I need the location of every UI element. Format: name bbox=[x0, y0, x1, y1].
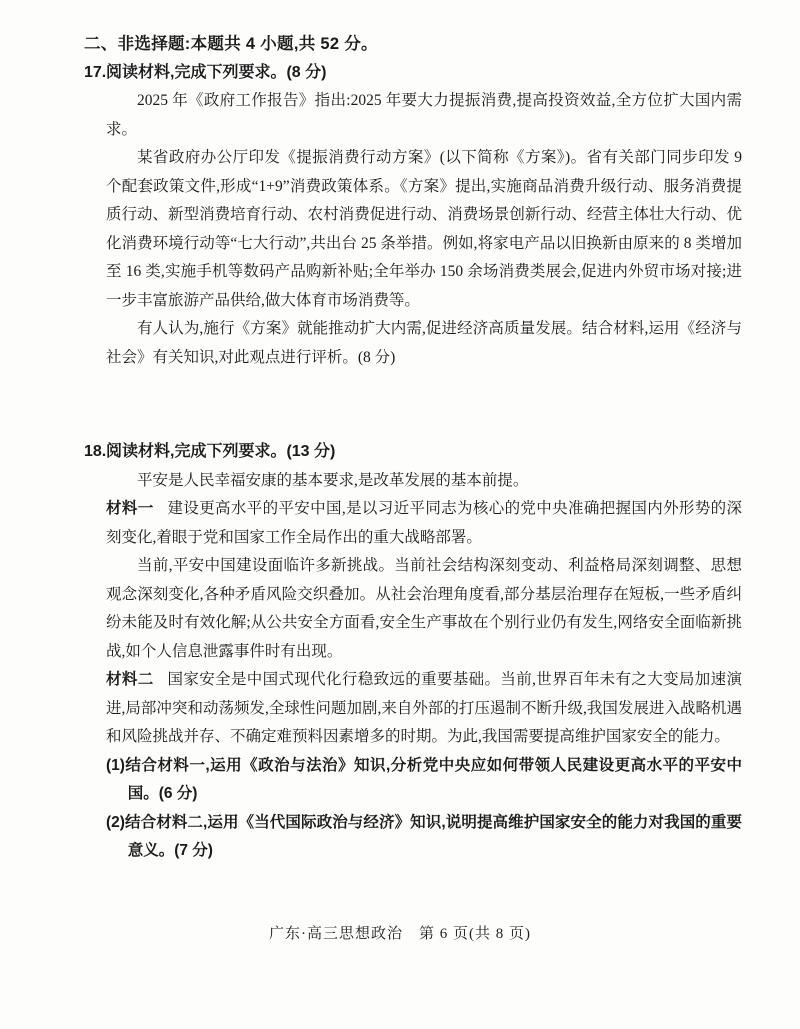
q17-paragraph-1: 2025 年《政府工作报告》指出:2025 年要大力提振消费,提高投资效益,全方位扩大国内需求。 bbox=[106, 92, 742, 138]
question-18 bbox=[84, 438, 742, 866]
question-17-body bbox=[106, 87, 742, 372]
question-17-heading bbox=[84, 59, 742, 88]
page-footer: 广东·高三思想政治 第 6 页(共 8 页) bbox=[269, 926, 531, 942]
material-1-label: 材料一 bbox=[106, 500, 154, 517]
q18-material-1 bbox=[106, 495, 742, 552]
q18-sub-question-1: (1)结合材料一,运用《政治与法治》知识,分析党中央应如何带领人民建设更高水平的平安中国。(6 分) bbox=[106, 756, 742, 802]
material-2-label: 材料二 bbox=[106, 671, 154, 688]
section-header: 二、非选择题:本题共 4 小题,共 52 分。 bbox=[84, 35, 378, 53]
material-1-text: 建设更高水平的平安中国,是以习近平同志为核心的党中央准确把握国内外形势的深刻变化,着眼于党和国家工作全局作出的重大战略部署。 bbox=[106, 500, 742, 546]
question-17-stem: 阅读材料,完成下列要求。(8 分) bbox=[106, 63, 327, 81]
q18-material-2 bbox=[106, 666, 742, 752]
question-17 bbox=[84, 59, 742, 373]
question-18-heading bbox=[84, 438, 742, 467]
material-2-text: 国家安全是中国式现代化行稳致远的重要基础。当前,世界百年未有之大变局加速演进,局部冲突和动荡频发,全球性问题加剧,来自外部的打压遏制不断升级,我国发展进入战略机遇和风险挑战并存、不确定难预料因素增多的时期。为此,我国需要提高维护国家安全的能力。 bbox=[106, 671, 742, 745]
q18-intro: 平安是人民幸福安康的基本要求,是改革发展的基本前提。 bbox=[137, 471, 529, 489]
q18-sub-question-2: (2)结合材料二,运用《当代国际政治与经济》知识,说明提高维护国家安全的能力对我国的重要意义。(7 分) bbox=[106, 813, 742, 859]
q17-paragraph-2: 某省政府办公厅印发《提振消费行动方案》(以下简称《方案》)。省有关部门同步印发 9 个配套政策文件,形成“1+9”消费政策体系。《方案》提出,实施商品消费升级行动、服务消费提质行动、新型消费培育行动、农村消费促进行动、消费场景创新行动、经营主体壮大行动、优化消费环境行动等“七大行动”,共出台 25 条举措。例如,将家电产品以旧换新由原来的 8 类增加至 16 类,实施手机等数码产品购新补贴;全年举办 150 余场消费类展会,促进内外贸市场对接;进一步丰富旅游产品供给,做大体育市场消费等。 bbox=[106, 149, 742, 309]
question-17-number: 17. bbox=[84, 63, 107, 81]
question-18-body bbox=[106, 467, 742, 866]
q17-paragraph-3: 有人认为,施行《方案》就能推动扩大内需,促进经济高质量发展。结合材料,运用《经济与社会》有关知识,对此观点进行评析。(8 分) bbox=[106, 320, 742, 366]
question-18-stem: 阅读材料,完成下列要求。(13 分) bbox=[106, 443, 336, 460]
q18-material-1-paragraph-2: 当前,平安中国建设面临许多新挑战。当前社会结构深刻变动、利益格局深刻调整、思想观念深刻变化,各种矛盾风险交织叠加。从社会治理角度看,部分基层治理存在短板,一些矛盾纠纷未能及时有效化解;从公共安全方面看,安全生产事故在个别行业仍有发生,网络安全面临新挑战,如个人信息泄露事件时有出现。 bbox=[106, 557, 742, 660]
question-18-number: 18. bbox=[84, 443, 107, 460]
